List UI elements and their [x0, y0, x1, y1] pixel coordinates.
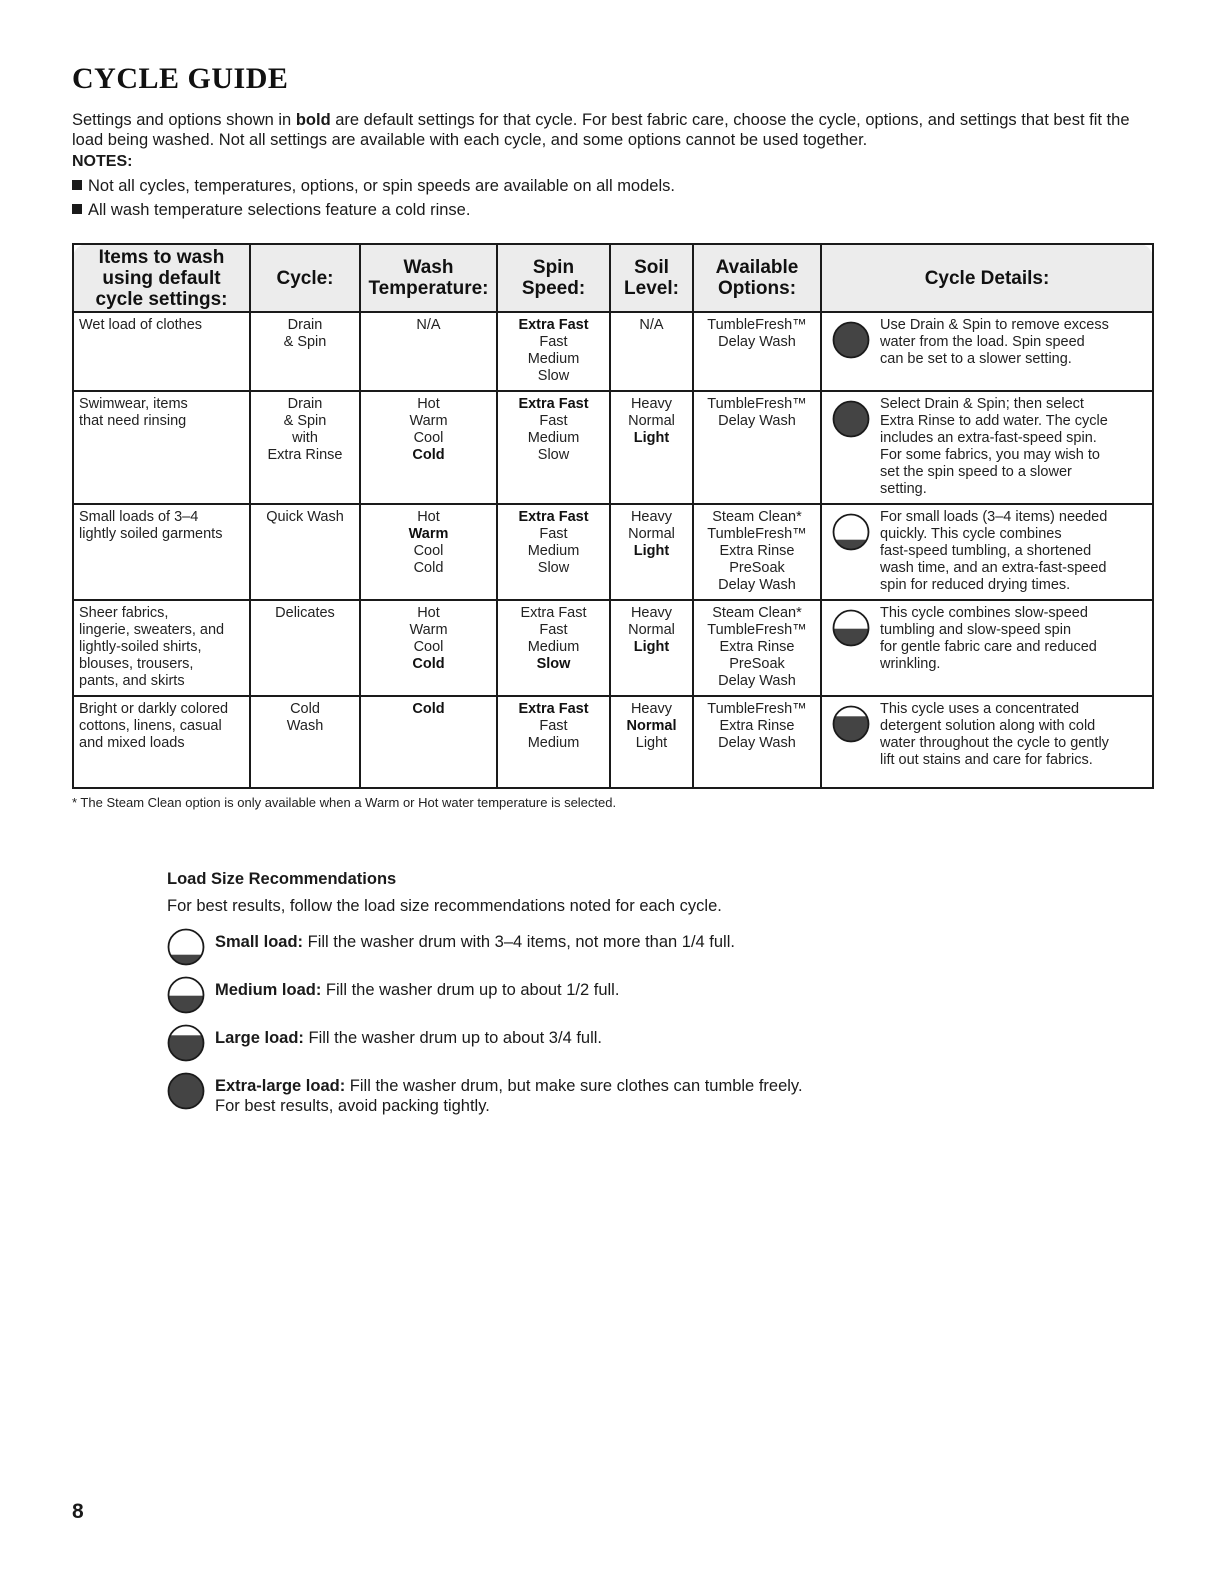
options-value: Delay Wash — [718, 735, 796, 751]
spin-value: Medium — [527, 639, 580, 655]
spin-value: Fast — [539, 622, 568, 638]
spin-cell — [497, 504, 610, 600]
cycle-value: Extra Rinse — [267, 447, 343, 463]
large-load-icon — [832, 705, 870, 743]
soil-cell — [610, 600, 693, 696]
header-line: Options: — [717, 278, 797, 299]
options-value: Extra Rinse — [719, 639, 795, 655]
details-line: water from the load. Spin speed — [880, 334, 1085, 350]
load-size-description-line2: For best results, avoid packing tightly. — [215, 1097, 490, 1115]
items-cell — [73, 391, 250, 504]
extra-large-load-icon — [832, 400, 870, 438]
header-line: Available — [715, 257, 799, 278]
options-value: TumbleFresh™ — [707, 622, 807, 638]
details-cell — [821, 312, 1153, 391]
spin-value: Medium — [527, 735, 580, 751]
cycle-value: with — [292, 430, 318, 446]
load-size-description: Fill the washer drum up to about 3/4 full. — [303, 1029, 603, 1047]
load-size-label: Large load: — [215, 1029, 304, 1047]
cycle-value: Cold — [290, 701, 320, 717]
default-soil-value: Light — [633, 543, 670, 559]
temp-value: Warm — [409, 622, 448, 638]
note-item: Not all cycles, temperatures, options, or spin speeds are available on all models. — [72, 177, 675, 196]
load-size-title: Load Size Recommendations — [167, 870, 397, 888]
options-cell — [693, 391, 821, 504]
options-value: Extra Rinse — [719, 718, 795, 734]
cycle-cell — [250, 696, 360, 788]
soil-cell — [610, 504, 693, 600]
temp-value: Hot — [417, 605, 440, 621]
cycle-cell — [250, 600, 360, 696]
options-value: Delay Wash — [718, 673, 796, 689]
page-number: 8 — [72, 1500, 84, 1523]
options-value: PreSoak — [729, 560, 785, 576]
options-value: TumbleFresh™ — [707, 317, 807, 333]
options-value: Delay Wash — [718, 334, 796, 350]
default-temp-value: Cold — [412, 447, 445, 463]
soil-value: Heavy — [630, 605, 673, 621]
load-size-text — [215, 1028, 602, 1048]
temp-cell — [360, 312, 497, 391]
notes-heading: NOTES: — [72, 153, 133, 170]
default-soil-value: Light — [633, 639, 670, 655]
items-line: lightly-soiled shirts, — [79, 639, 202, 655]
items-line: pants, and skirts — [79, 673, 185, 689]
cycle-value: & Spin — [283, 413, 327, 429]
spin-value: Extra Fast — [520, 605, 587, 621]
header-line: using default — [102, 267, 221, 289]
items-line: lingerie, sweaters, and — [79, 622, 225, 638]
details-line: This cycle uses a concentrated — [880, 701, 1080, 717]
details-line: Extra Rinse to add water. The cycle — [880, 413, 1108, 429]
details-line: can be set to a slower setting. — [880, 351, 1072, 367]
items-line: Bright or darkly colored — [79, 701, 229, 717]
temp-value: Cool — [413, 543, 444, 559]
header-line: Cycle Details: — [924, 267, 1050, 289]
column-header — [821, 244, 1153, 312]
table-row — [73, 600, 1153, 696]
details-line: includes an extra-fast-speed spin. — [880, 430, 1097, 446]
soil-value: Heavy — [630, 509, 673, 525]
default-temp-value: Warm — [408, 526, 449, 542]
cycle-guide-table — [72, 243, 1154, 789]
default-soil-value: Normal — [626, 718, 677, 734]
default-spin-value: Extra Fast — [518, 396, 589, 412]
spin-value: Fast — [539, 718, 568, 734]
cycle-value: & Spin — [283, 334, 327, 350]
header-line: cycle settings: — [95, 288, 228, 310]
details-line: For small loads (3–4 items) needed — [880, 509, 1108, 525]
spin-value: Fast — [539, 413, 568, 429]
details-line: fast-speed tumbling, a shortened — [880, 543, 1092, 559]
options-value: Steam Clean* — [712, 509, 802, 525]
load-size-text — [215, 980, 619, 1000]
small-load-icon — [167, 928, 205, 966]
items-line: Small loads of 3–4 — [79, 509, 199, 525]
load-size-label: Medium load: — [215, 981, 322, 999]
spin-value: Medium — [527, 543, 580, 559]
temp-value: Hot — [417, 396, 440, 412]
column-header — [610, 244, 693, 312]
page-title: CYCLE GUIDE — [72, 62, 289, 95]
temp-value: Cold — [413, 560, 444, 576]
table-row — [73, 696, 1153, 788]
bullet-square-icon — [72, 180, 82, 190]
column-header — [250, 244, 360, 312]
cycle-cell — [250, 312, 360, 391]
default-soil-value: Light — [633, 430, 670, 446]
items-cell — [73, 600, 250, 696]
load-size-text — [215, 1076, 803, 1116]
temp-cell — [360, 504, 497, 600]
options-value: PreSoak — [729, 656, 785, 672]
options-value: Extra Rinse — [719, 543, 795, 559]
details-line: for gentle fabric care and reduced — [880, 639, 1097, 655]
soil-value: Normal — [628, 526, 675, 542]
intro-paragraph: Settings and options shown in bold are default settings for that cycle. For best fabric care, choose the cycle, options, and settings that best fit the load being washed. Not all settings are available with each cycle, and some options cannot be used together. — [72, 111, 1130, 149]
soil-cell — [610, 312, 693, 391]
medium-load-icon — [167, 976, 205, 1014]
options-cell — [693, 600, 821, 696]
header-line: Cycle: — [276, 267, 334, 289]
details-line: wrinkling. — [880, 656, 941, 672]
temp-cell — [360, 600, 497, 696]
items-line: Swimwear, items — [79, 396, 188, 412]
spin-value: Fast — [539, 526, 568, 542]
header-line: Wash — [403, 257, 454, 278]
small-load-icon — [832, 513, 870, 551]
details-line: This cycle combines slow-speed — [880, 605, 1088, 621]
spin-value: Slow — [537, 368, 570, 384]
details-cell — [821, 504, 1153, 600]
soil-value: Normal — [628, 622, 675, 638]
extra-large-load-icon — [832, 321, 870, 359]
options-cell — [693, 696, 821, 788]
details-line: Select Drain & Spin; then select — [880, 396, 1084, 412]
soil-cell — [610, 391, 693, 504]
options-value: TumbleFresh™ — [707, 396, 807, 412]
header-line: Temperature: — [368, 278, 489, 299]
default-temp-value: Cold — [412, 701, 445, 717]
options-cell — [693, 504, 821, 600]
details-line: tumbling and slow-speed spin — [880, 622, 1072, 638]
header-line: Speed: — [521, 278, 586, 299]
items-line: cottons, linens, casual — [79, 718, 222, 734]
header-line: Soil — [634, 257, 669, 278]
default-spin-value: Slow — [536, 656, 571, 672]
items-line: Wet load of clothes — [79, 317, 203, 333]
soil-value: Light — [635, 735, 668, 751]
table-body — [73, 312, 1153, 788]
soil-cell — [610, 696, 693, 788]
cycle-cell — [250, 504, 360, 600]
spin-cell — [497, 600, 610, 696]
cycle-value: Drain — [287, 317, 323, 333]
temp-value: Cool — [413, 639, 444, 655]
options-value: TumbleFresh™ — [707, 526, 807, 542]
load-size-label: Extra-large load: — [215, 1077, 346, 1095]
soil-value: Heavy — [630, 701, 673, 717]
header-line: Level: — [624, 278, 679, 299]
spin-value: Medium — [527, 351, 580, 367]
temp-cell — [360, 391, 497, 504]
details-line: set the spin speed to a slower — [880, 464, 1072, 480]
details-line: setting. — [880, 481, 927, 497]
options-value: TumbleFresh™ — [707, 701, 807, 717]
options-value: Delay Wash — [718, 413, 796, 429]
spin-value: Slow — [537, 447, 570, 463]
table-header-row — [73, 244, 1153, 312]
load-size-label: Small load: — [215, 933, 304, 951]
bullet-square-icon — [72, 204, 82, 214]
temp-value: Hot — [417, 509, 440, 525]
items-line: Sheer fabrics, — [79, 605, 169, 621]
column-header — [497, 244, 610, 312]
load-size-description: Fill the washer drum up to about 1/2 full. — [321, 981, 620, 999]
table-row — [73, 391, 1153, 504]
options-value: Delay Wash — [718, 577, 796, 593]
extra-large-load-icon — [167, 1072, 205, 1110]
note-item: All wash temperature selections feature a cold rinse. — [72, 201, 470, 220]
details-line: quickly. This cycle combines — [880, 526, 1062, 542]
load-size-text — [215, 932, 735, 952]
footnote: * The Steam Clean option is only available when a Warm or Hot water temperature is selected. — [72, 795, 617, 810]
spin-cell — [497, 312, 610, 391]
default-spin-value: Extra Fast — [518, 317, 589, 333]
items-cell — [73, 312, 250, 391]
spin-value: Fast — [539, 334, 568, 350]
load-size-subtitle: For best results, follow the load size recommendations noted for each cycle. — [167, 897, 722, 915]
details-line: Use Drain & Spin to remove excess — [880, 317, 1109, 333]
header-line: Spin — [532, 257, 575, 278]
soil-value: Normal — [628, 413, 675, 429]
load-size-description: Fill the washer drum with 3–4 items, not more than 1/4 full. — [303, 933, 735, 951]
cycle-value: Delicates — [275, 605, 335, 621]
items-cell — [73, 504, 250, 600]
options-value: Steam Clean* — [712, 605, 802, 621]
default-spin-value: Extra Fast — [518, 509, 589, 525]
details-line: For some fabrics, you may wish to — [880, 447, 1100, 463]
medium-load-icon — [832, 609, 870, 647]
details-line: detergent solution along with cold — [880, 718, 1096, 734]
soil-value: Heavy — [630, 396, 673, 412]
column-header — [693, 244, 821, 312]
items-line: lightly soiled garments — [79, 526, 223, 542]
items-line: blouses, trousers, — [79, 656, 194, 672]
temp-value: Warm — [409, 413, 448, 429]
table-row — [73, 312, 1153, 391]
temp-value: N/A — [416, 317, 441, 333]
details-line: lift out stains and care for fabrics. — [880, 752, 1093, 768]
details-line: wash time, and an extra-fast-speed — [880, 560, 1107, 576]
cycle-cell — [250, 391, 360, 504]
table-row — [73, 504, 1153, 600]
details-cell — [821, 391, 1153, 504]
spin-value: Slow — [537, 560, 570, 576]
column-header — [73, 244, 250, 312]
spin-value: Medium — [527, 430, 580, 446]
items-cell — [73, 696, 250, 788]
details-line: water throughout the cycle to gently — [880, 735, 1109, 751]
cycle-value: Drain — [287, 396, 323, 412]
load-size-description: Fill the washer drum, but make sure clothes can tumble freely. — [345, 1077, 803, 1095]
default-spin-value: Extra Fast — [518, 701, 589, 717]
temp-value: Cool — [413, 430, 444, 446]
details-cell — [821, 600, 1153, 696]
header-line: Items to wash — [98, 246, 225, 268]
details-cell — [821, 696, 1153, 788]
items-line: and mixed loads — [79, 735, 185, 751]
temp-cell — [360, 696, 497, 788]
items-line: that need rinsing — [79, 413, 187, 429]
options-cell — [693, 312, 821, 391]
large-load-icon — [167, 1024, 205, 1062]
spin-cell — [497, 696, 610, 788]
cycle-value: Quick Wash — [266, 509, 344, 525]
spin-cell — [497, 391, 610, 504]
cycle-value: Wash — [286, 718, 324, 734]
details-line: spin for reduced drying times. — [880, 577, 1071, 593]
column-header — [360, 244, 497, 312]
default-temp-value: Cold — [412, 656, 445, 672]
soil-value: N/A — [639, 317, 664, 333]
